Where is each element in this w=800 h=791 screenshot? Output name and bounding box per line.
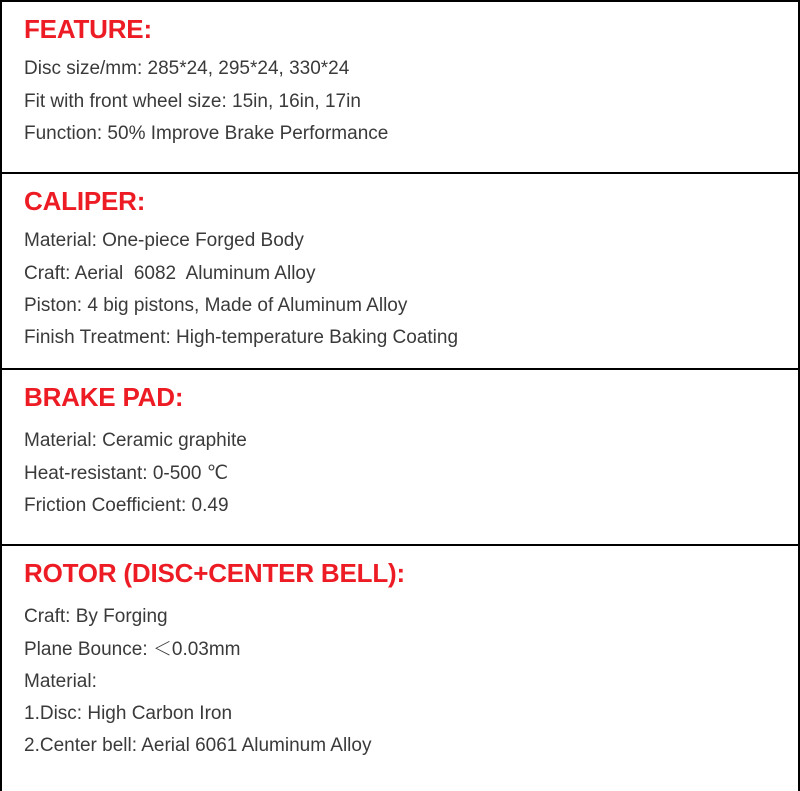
- section-rotor: [2, 546, 798, 791]
- rotor-line-3: Material:: [24, 670, 97, 692]
- rotor-line-5: 2.Center bell: Aerial 6061 Aluminum Alloy: [24, 735, 372, 757]
- brake-pad-line-1: Material: Ceramic graphite: [24, 430, 247, 452]
- brake-pad-line-2: Heat-resistant: 0-500 ℃: [24, 462, 229, 484]
- section-title-caliper: CALIPER:: [24, 186, 146, 216]
- feature-line-1: Disc size/mm: 285*24, 295*24, 330*24: [24, 58, 350, 80]
- caliper-line-1: Material: One-piece Forged Body: [24, 230, 304, 252]
- section-feature: [2, 2, 798, 174]
- caliper-line-3: Piston: 4 big pistons, Made of Aluminum Alloy: [24, 294, 408, 316]
- caliper-line-2: Craft: Aerial 6082 Aluminum Alloy: [24, 262, 316, 284]
- rotor-line-2: Plane Bounce: ＜0.03mm: [24, 638, 241, 660]
- section-title-feature: FEATURE:: [24, 14, 152, 44]
- rotor-line-4: 1.Disc: High Carbon Iron: [24, 703, 233, 725]
- section-title-rotor: ROTOR (DISC+CENTER BELL):: [24, 558, 405, 588]
- brake-pad-line-3: Friction Coefficient: 0.49: [24, 494, 229, 516]
- feature-line-2: Fit with front wheel size: 15in, 16in, 17in: [24, 90, 361, 112]
- feature-line-3: Function: 50% Improve Brake Performance: [24, 122, 389, 144]
- rotor-line-1: Craft: By Forging: [24, 606, 168, 628]
- section-caliper: [2, 174, 798, 370]
- caliper-line-4: Finish Treatment: High-temperature Baking Coating: [24, 327, 459, 349]
- section-title-brake-pad: BRAKE PAD:: [24, 382, 184, 412]
- section-brake-pad: [2, 370, 798, 546]
